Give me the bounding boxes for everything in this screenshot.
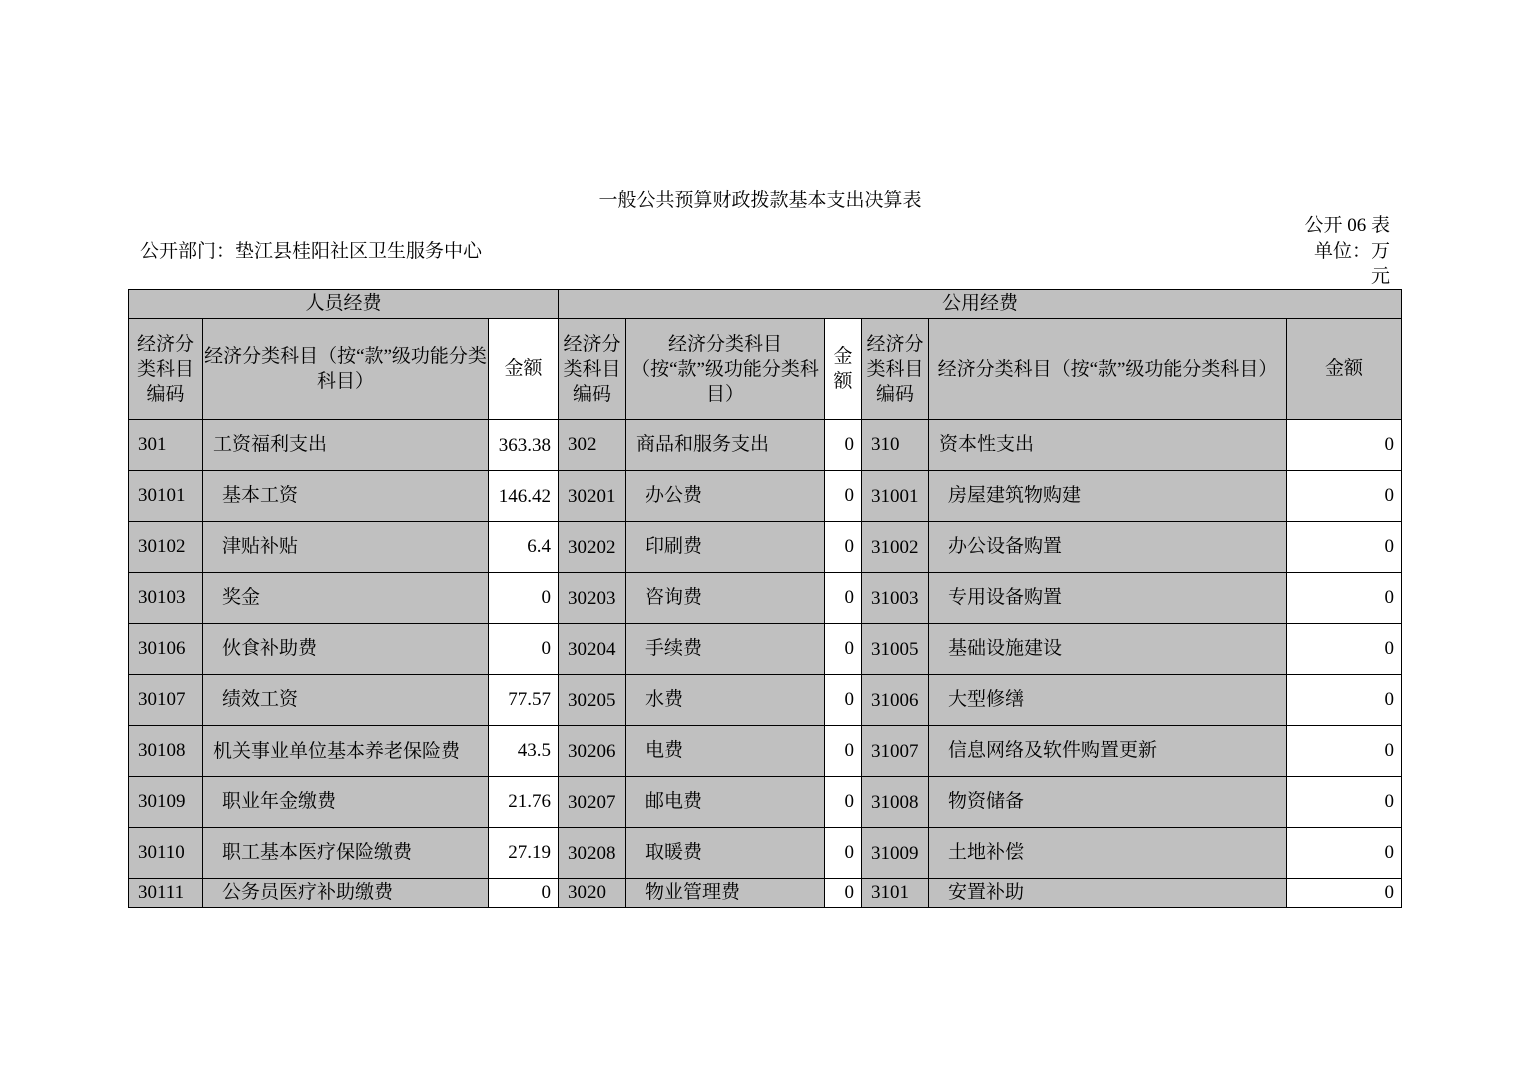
capital-code: 31005 bbox=[862, 624, 929, 675]
public-amount: 0 bbox=[825, 828, 862, 879]
capital-subject: 信息网络及软件购置更新 bbox=[929, 726, 1287, 777]
personnel-subject: 基本工资 bbox=[203, 471, 489, 522]
public-code: 30203 bbox=[559, 573, 626, 624]
table-row bbox=[129, 522, 1402, 573]
personnel-code: 301 bbox=[129, 420, 203, 471]
personnel-code: 30102 bbox=[129, 522, 203, 573]
capital-subject: 办公设备购置 bbox=[929, 522, 1287, 573]
amount-header: 金额 bbox=[489, 319, 559, 420]
personnel-amount: 77.57 bbox=[489, 675, 559, 726]
public-amount: 0 bbox=[825, 522, 862, 573]
public-amount: 0 bbox=[825, 777, 862, 828]
table-row bbox=[129, 573, 1402, 624]
public-code: 30201 bbox=[559, 471, 626, 522]
personnel-amount: 27.19 bbox=[489, 828, 559, 879]
public-amount: 0 bbox=[825, 726, 862, 777]
personnel-amount: 0 bbox=[489, 879, 559, 908]
public-subject: 办公费 bbox=[626, 471, 825, 522]
capital-subject: 房屋建筑物购建 bbox=[929, 471, 1287, 522]
personnel-amount: 6.4 bbox=[489, 522, 559, 573]
table-row bbox=[129, 420, 1402, 471]
public-code: 3020 bbox=[559, 879, 626, 908]
capital-subject: 专用设备购置 bbox=[929, 573, 1287, 624]
code-header: 经济分类科目编码 bbox=[862, 319, 929, 420]
personnel-subject: 工资福利支出 bbox=[203, 420, 489, 471]
public-subject: 水费 bbox=[626, 675, 825, 726]
capital-code: 31001 bbox=[862, 471, 929, 522]
public-code: 30202 bbox=[559, 522, 626, 573]
capital-amount: 0 bbox=[1287, 777, 1402, 828]
personnel-code: 30110 bbox=[129, 828, 203, 879]
personnel-amount: 21.76 bbox=[489, 777, 559, 828]
table-row bbox=[129, 675, 1402, 726]
personnel-subject: 机关事业单位基本养老保险费 bbox=[203, 726, 489, 777]
form-number: 公开 06 表 bbox=[1304, 215, 1390, 236]
public-amount: 0 bbox=[825, 675, 862, 726]
table-row bbox=[129, 777, 1402, 828]
personnel-subject: 伙食补助费 bbox=[203, 624, 489, 675]
personnel-code: 30109 bbox=[129, 777, 203, 828]
public-code: 30204 bbox=[559, 624, 626, 675]
public-subject: 邮电费 bbox=[626, 777, 825, 828]
personnel-subject: 职业年金缴费 bbox=[203, 777, 489, 828]
table-row bbox=[129, 879, 1402, 908]
capital-amount: 0 bbox=[1287, 675, 1402, 726]
public-subject: 商品和服务支出 bbox=[626, 420, 825, 471]
capital-code: 31003 bbox=[862, 573, 929, 624]
public-subject: 印刷费 bbox=[626, 522, 825, 573]
personnel-amount: 43.5 bbox=[489, 726, 559, 777]
personnel-subject: 绩效工资 bbox=[203, 675, 489, 726]
public-amount: 0 bbox=[825, 879, 862, 908]
personnel-subject: 奖金 bbox=[203, 573, 489, 624]
subject-header: 经济分类科目（按“款”级功能分类科目） bbox=[203, 319, 489, 420]
code-header: 经济分类科目编码 bbox=[559, 319, 626, 420]
capital-amount: 0 bbox=[1287, 573, 1402, 624]
personnel-header: 人员经费 bbox=[129, 290, 559, 319]
public-code: 302 bbox=[559, 420, 626, 471]
table-row bbox=[129, 471, 1402, 522]
personnel-code: 30111 bbox=[129, 879, 203, 908]
personnel-amount: 0 bbox=[489, 624, 559, 675]
personnel-code: 30107 bbox=[129, 675, 203, 726]
capital-subject: 基础设施建设 bbox=[929, 624, 1287, 675]
amount-header: 金额 bbox=[1287, 319, 1402, 420]
personnel-subject: 职工基本医疗保险缴费 bbox=[203, 828, 489, 879]
table-row bbox=[129, 726, 1402, 777]
public-header: 公用经费 bbox=[559, 290, 1402, 319]
capital-subject: 物资储备 bbox=[929, 777, 1287, 828]
personnel-subject: 公务员医疗补助缴费 bbox=[203, 879, 489, 908]
public-subject: 电费 bbox=[626, 726, 825, 777]
capital-amount: 0 bbox=[1287, 879, 1402, 908]
capital-code: 31008 bbox=[862, 777, 929, 828]
public-amount: 0 bbox=[825, 420, 862, 471]
code-header: 经济分类科目编码 bbox=[129, 319, 203, 420]
capital-subject: 大型修缮 bbox=[929, 675, 1287, 726]
table-row bbox=[129, 828, 1402, 879]
personnel-subject: 津贴补贴 bbox=[203, 522, 489, 573]
capital-code: 31009 bbox=[862, 828, 929, 879]
table-row bbox=[129, 624, 1402, 675]
capital-code: 31007 bbox=[862, 726, 929, 777]
department-label: 公开部门：垫江县桂阳社区卫生服务中心 bbox=[140, 241, 483, 262]
capital-amount: 0 bbox=[1287, 522, 1402, 573]
personnel-amount: 363.38 bbox=[489, 420, 559, 471]
capital-code: 31006 bbox=[862, 675, 929, 726]
capital-amount: 0 bbox=[1287, 471, 1402, 522]
personnel-code: 30106 bbox=[129, 624, 203, 675]
capital-subject: 资本性支出 bbox=[929, 420, 1287, 471]
capital-code: 310 bbox=[862, 420, 929, 471]
public-subject: 物业管理费 bbox=[626, 879, 825, 908]
public-amount: 0 bbox=[825, 471, 862, 522]
capital-amount: 0 bbox=[1287, 828, 1402, 879]
capital-code: 31002 bbox=[862, 522, 929, 573]
public-code: 30205 bbox=[559, 675, 626, 726]
public-subject: 取暖费 bbox=[626, 828, 825, 879]
budget-table bbox=[128, 289, 1402, 908]
capital-code: 3101 bbox=[862, 879, 929, 908]
capital-subject: 土地补偿 bbox=[929, 828, 1287, 879]
public-code: 30207 bbox=[559, 777, 626, 828]
personnel-amount: 146.42 bbox=[489, 471, 559, 522]
unit-label: 单位：万元 bbox=[1313, 241, 1390, 287]
capital-amount: 0 bbox=[1287, 624, 1402, 675]
personnel-code: 30108 bbox=[129, 726, 203, 777]
capital-amount: 0 bbox=[1287, 420, 1402, 471]
public-code: 30206 bbox=[559, 726, 626, 777]
amount-header: 金额 bbox=[825, 319, 862, 420]
personnel-amount: 0 bbox=[489, 573, 559, 624]
subject-header: 经济分类科目（按“款”级功能分类科目） bbox=[929, 319, 1287, 420]
personnel-code: 30103 bbox=[129, 573, 203, 624]
table-title: 一般公共预算财政拨款基本支出决算表 bbox=[598, 190, 922, 211]
subject-header: 经济分类科目（按“款”级功能分类科目） bbox=[626, 319, 825, 420]
public-subject: 咨询费 bbox=[626, 573, 825, 624]
public-subject: 手续费 bbox=[626, 624, 825, 675]
capital-amount: 0 bbox=[1287, 726, 1402, 777]
public-code: 30208 bbox=[559, 828, 626, 879]
personnel-code: 30101 bbox=[129, 471, 203, 522]
public-amount: 0 bbox=[825, 624, 862, 675]
public-amount: 0 bbox=[825, 573, 862, 624]
capital-subject: 安置补助 bbox=[929, 879, 1287, 908]
